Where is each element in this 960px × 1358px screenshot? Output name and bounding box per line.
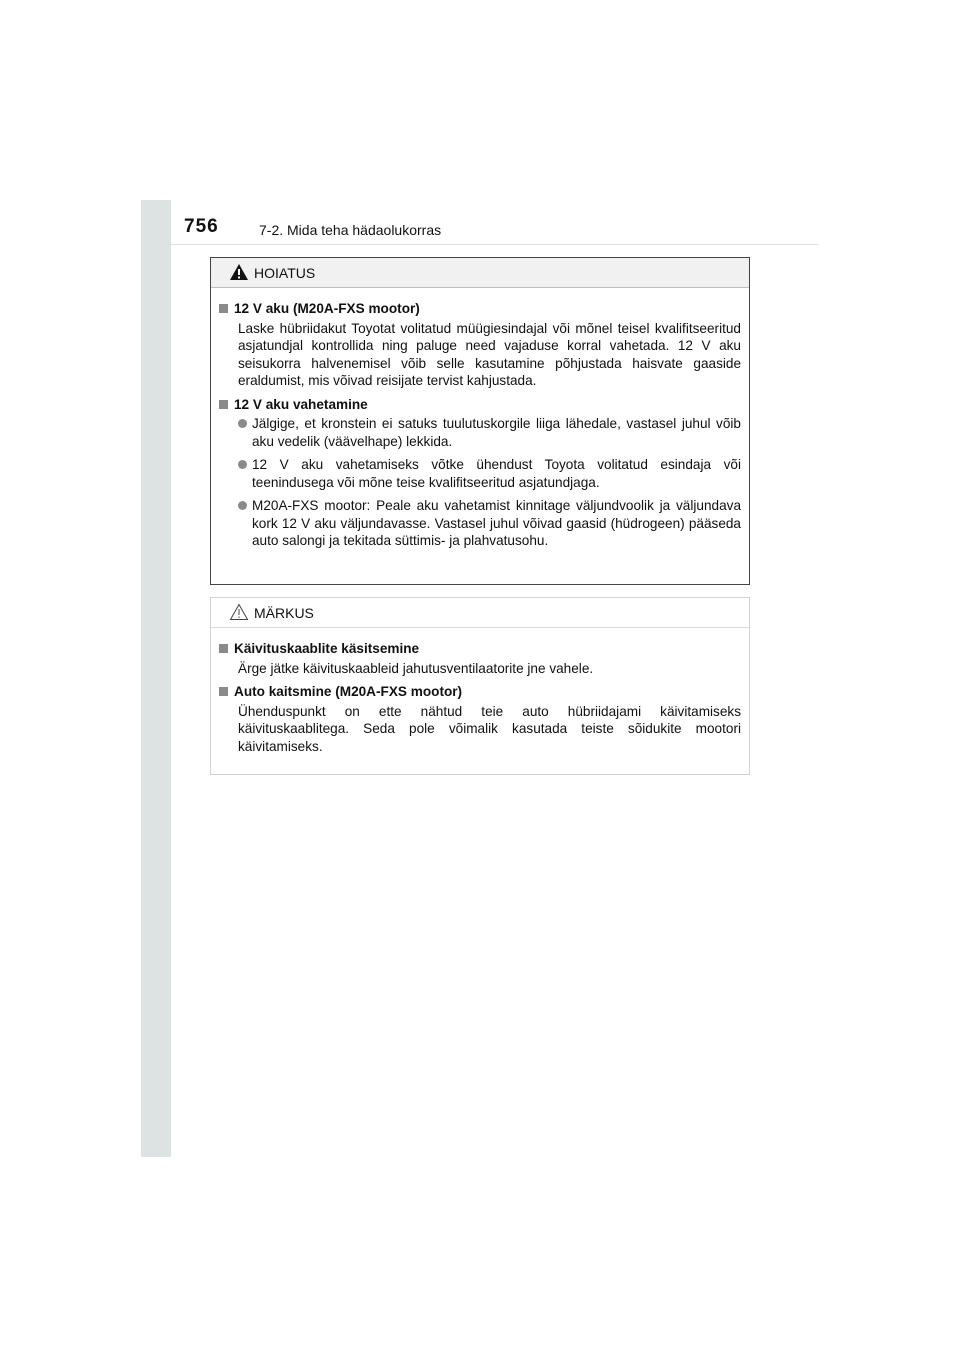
notice-box-header: [211, 598, 749, 628]
list-item: M20A-FXS mootor: Peale aku vahetamist kinnitage väljundvoolik ja väljundava kork 12 V aku väljundavasse. Vastasel juhul võivad gaasid (hüdrogeen) pääseda auto salongi ja tekitada süttimis- ja plahvatusohu.: [238, 497, 741, 550]
list-item: 12 V aku vahetamiseks võtke ühendust Toyota volitatud esindaja või teenindusega või mõne teise kvalifitseeritud asjatundjaga.: [238, 456, 741, 491]
notice-box: [210, 597, 750, 775]
notice-section-title: Auto kaitsmine (M20A-FXS mootor): [219, 683, 741, 701]
square-bullet-icon: [219, 304, 228, 313]
notice-section-text: Ärge jätke käivituskaableid jahutusventilaatorite jne vahele.: [238, 660, 594, 676]
page-number: 756: [184, 216, 219, 237]
warning-label: HOIATUS: [254, 265, 316, 281]
notice-label: MÄRKUS: [254, 605, 314, 621]
round-bullet-icon: [238, 501, 247, 510]
square-bullet-icon: [219, 644, 228, 653]
warning-section-text: Laske hübriidakut Toyotat volitatud müügiesindajal või mõnel teisel kvalifitseeritud asjatundjal kontrollida ning paluge need vajaduse korral vahetada. 12 V aku seisukorra halvenemisel võib selle kasutamine põhjustada haisvate gaaside eraldumist, mis võivad reisijate tervist kahjustada.: [238, 320, 741, 388]
round-bullet-icon: [238, 460, 247, 469]
warning-section-title: 12 V aku (M20A-FXS mootor): [219, 300, 741, 318]
warning-box: [210, 257, 750, 585]
warning-section-title: 12 V aku vahetamine: [219, 396, 741, 414]
round-bullet-icon: [238, 419, 247, 428]
warning-box-header: [211, 258, 749, 288]
notice-section-text: Ühenduspunkt on ette nähtud teie auto hübriidajami käivitamiseks käivituskaablitega. Seda pole võimalik kasutada teiste sõidukite mootori käivitamiseks.: [238, 703, 741, 754]
side-color-band: [141, 200, 171, 1157]
square-bullet-icon: [219, 687, 228, 696]
section-title: 7-2. Mida teha hädaolukorras: [259, 222, 442, 238]
list-item: Jälgige, et kronstein ei satuks tuulutuskorgile liiga lähedale, vastasel juhul võib aku vedelik (väävelhape) lekkida.: [238, 415, 741, 450]
square-bullet-icon: [219, 400, 228, 409]
notice-section-title: Käivituskaablite käsitsemine: [219, 640, 741, 658]
notice-triangle-icon: [229, 603, 249, 621]
warning-triangle-icon: [229, 263, 249, 281]
